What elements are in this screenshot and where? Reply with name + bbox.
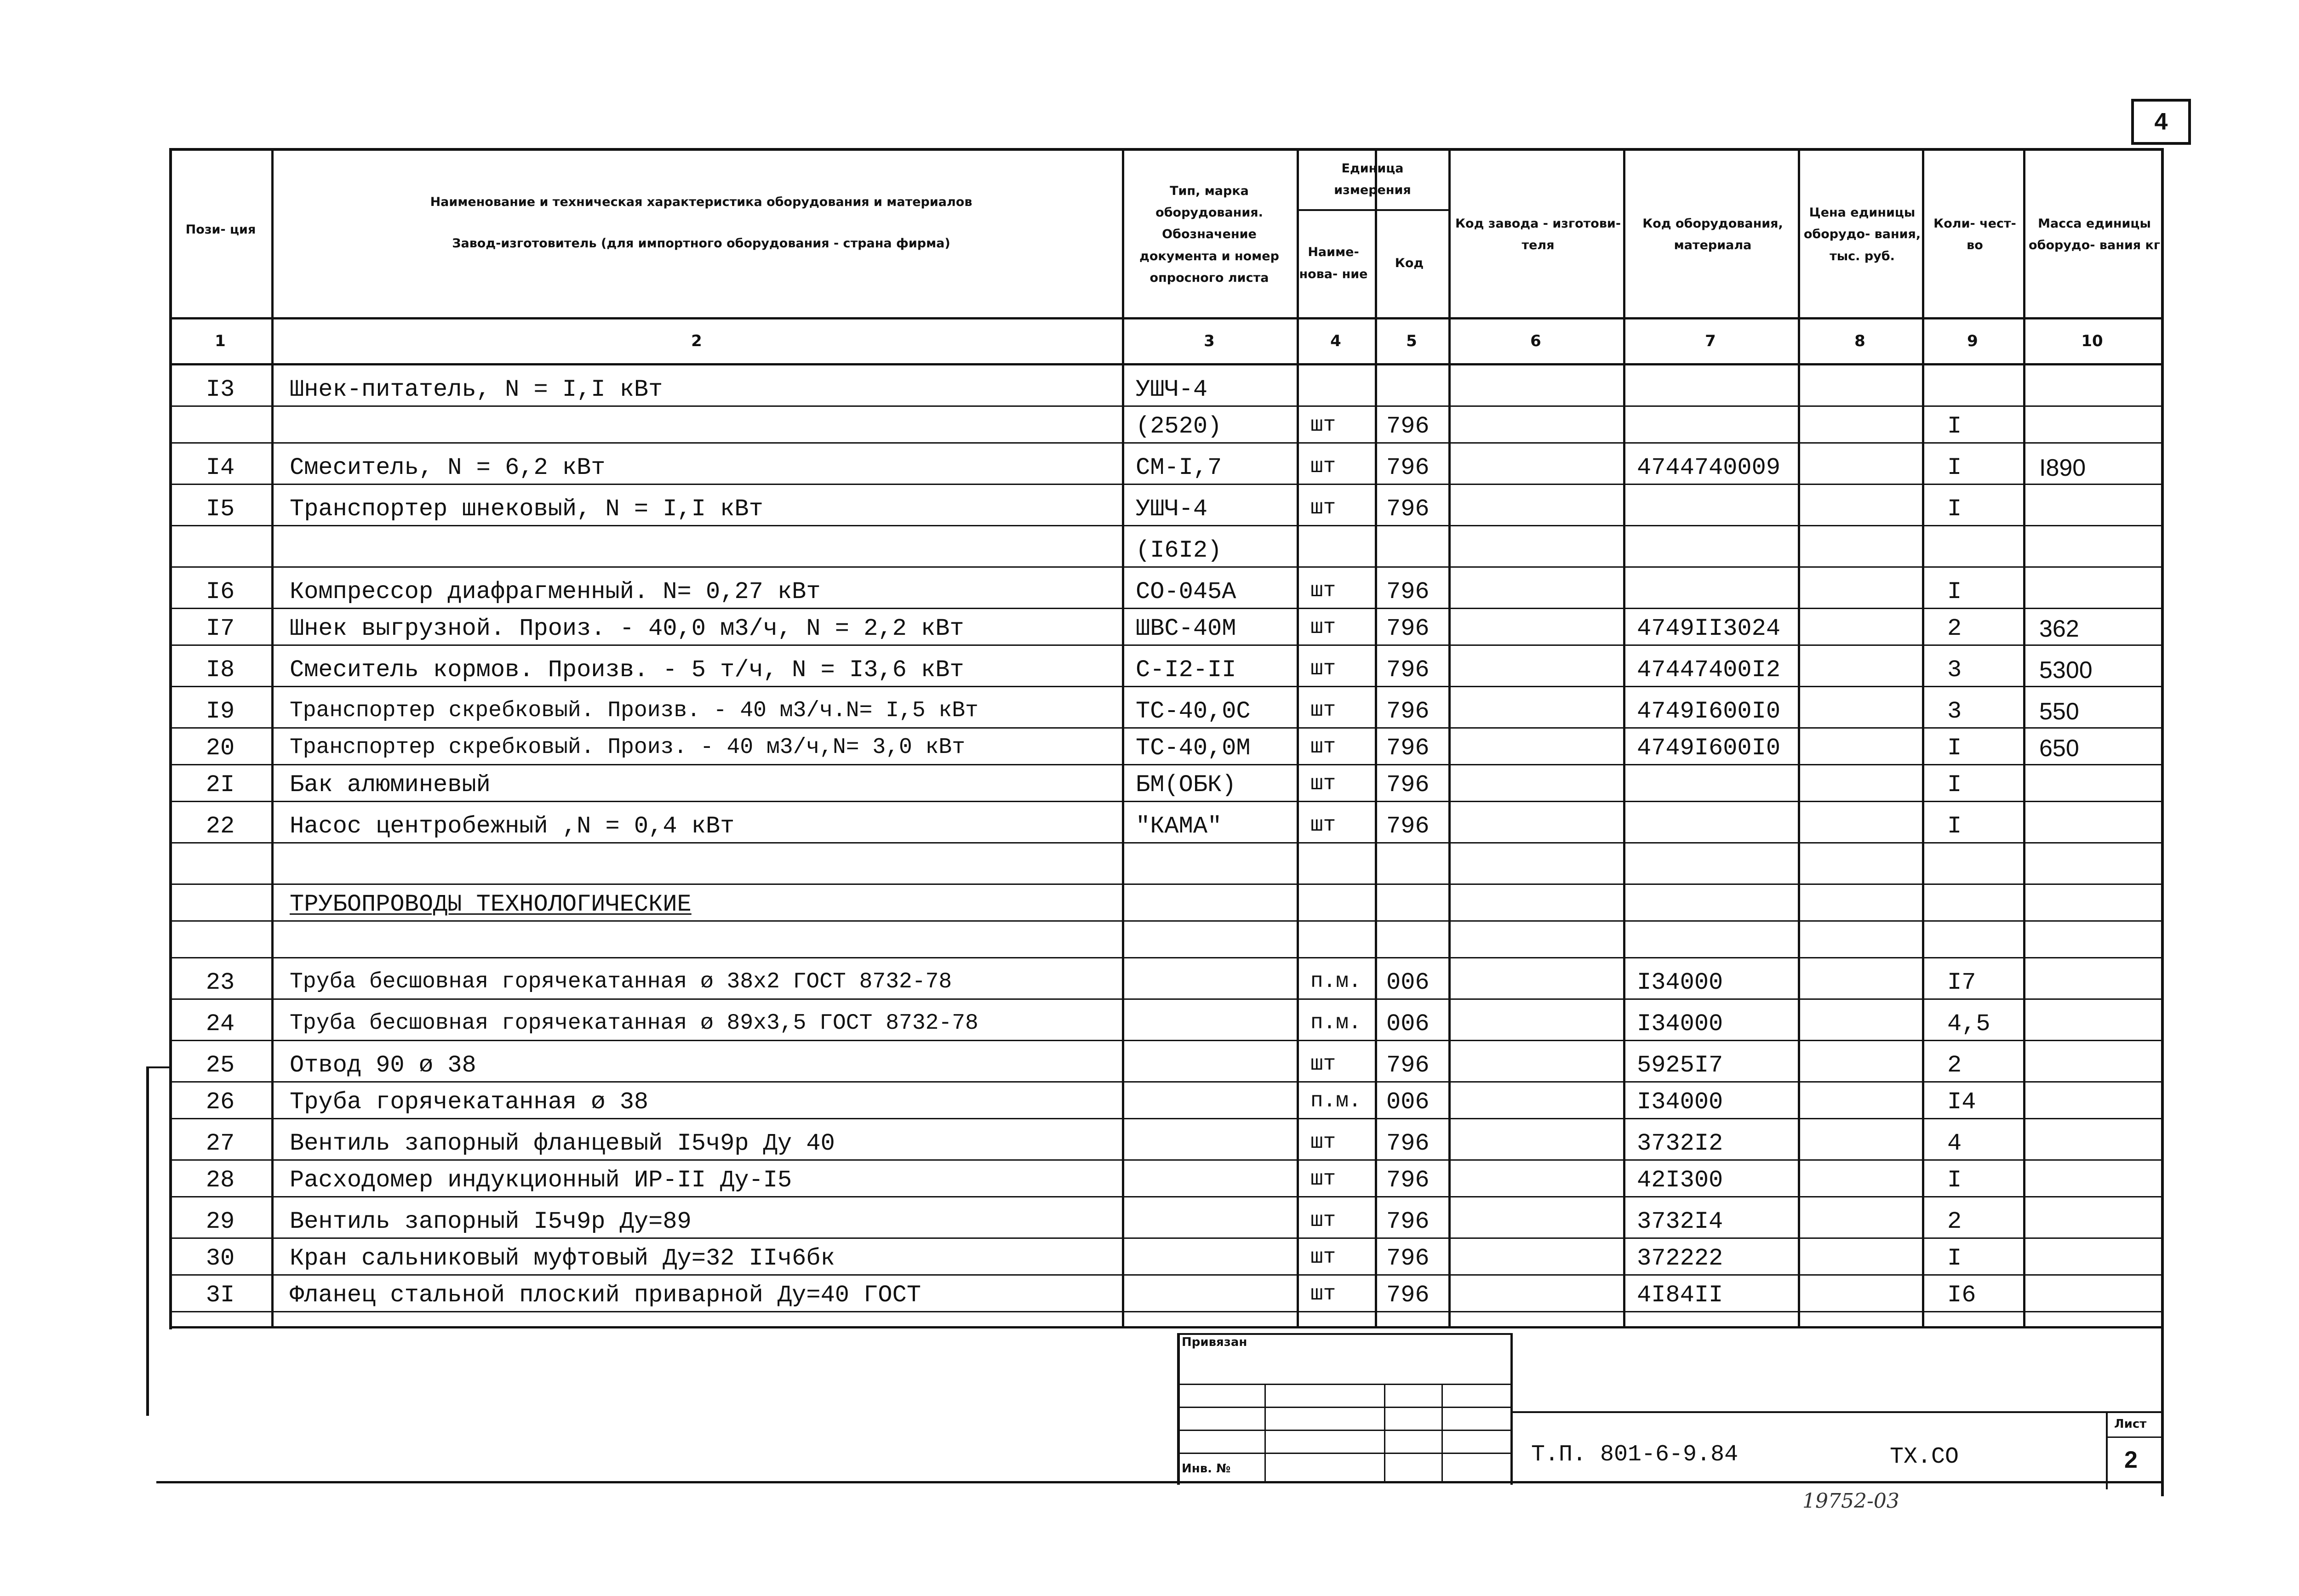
column-number: 3 [1204,332,1215,350]
row-name: Труба бесшовная горячекатанная ø 89х3,5 ГОСТ 8732-78 [290,1011,978,1036]
row-name: Отвод 90 ø 38 [290,1052,476,1079]
row-name: Труба бесшовная горячекатанная ø 38х2 ГОСТ 8732-78 [290,969,952,994]
row-quantity: I [1947,578,1962,605]
row-name: Вентиль запорный фланцевый I5ч9р Ду 40 [290,1130,835,1157]
doc-code: Т.П. 801-6-9.84 [1531,1442,1739,1468]
row-unit-code: 006 [1386,969,1430,996]
row-quantity: I [1947,496,1962,523]
row-type: (I6I2) [1136,537,1222,564]
header-equip-code: Код оборудования, материала [1642,216,1783,252]
row-equip-code: I34000 [1637,1010,1723,1037]
row-name: Смеситель, N = 6,2 кВт [290,454,606,481]
column-number: 8 [1854,332,1865,350]
row-unit: шт [1310,813,1336,837]
row-name: Насос центробежный ,N = 0,4 кВт [290,813,735,840]
row-quantity: I [1947,413,1962,440]
row-name: Транспортер скребковый. Произв. - 40 м3/ч.N= I,5 кВт [290,698,978,723]
column-divider [2023,148,2025,1327]
row-unit-code: 796 [1386,813,1430,840]
row-unit: шт [1310,413,1336,437]
row-unit-code: 796 [1386,1167,1430,1194]
sheet-label: Лист [2114,1417,2147,1431]
row-position: 29 [206,1208,235,1235]
row-position: I8 [206,656,235,684]
row-quantity: I [1947,771,1962,798]
row-unit-code: 796 [1386,578,1430,605]
header-qty: Коли- чест- во [1933,216,2016,252]
column-divider [1798,148,1800,1327]
row-type: "КАМА" [1136,813,1222,840]
row-unit-code: 796 [1386,698,1430,725]
header-type: Тип, марка оборудования. Обозначение документа и номер опросного листа [1139,183,1279,285]
row-equip-code: 47447400I2 [1637,656,1781,684]
row-equip-code: I34000 [1637,969,1723,996]
row-mass: 550 [2039,698,2079,725]
row-equip-code: 4749I600I0 [1637,735,1781,762]
row-quantity: I4 [1947,1089,1976,1116]
header-name-line2: Завод-изготовитель (для импортного оборудования - страна фирма) [452,236,950,251]
row-name: Бак алюминевый [290,771,491,798]
row-unit-code: 006 [1386,1089,1430,1116]
row-divider [169,957,2162,958]
row-position: 23 [206,969,235,996]
row-mass: I890 [2039,455,2086,481]
row-position: 28 [206,1167,235,1194]
header-plant-code: Код завода - изготови- теля [1455,216,1621,252]
header-unit-name: Наиме- нова- ние [1299,245,1368,281]
row-quantity: 2 [1947,1052,1962,1079]
row-unit: шт [1310,1167,1336,1191]
row-unit: шт [1310,616,1336,639]
row-quantity: I7 [1947,969,1976,996]
row-position: 27 [206,1130,235,1157]
row-position: I5 [206,496,235,523]
row-unit: шт [1310,1282,1336,1306]
column-divider [1448,148,1451,1327]
row-unit: шт [1310,698,1336,722]
doc-mark: ТХ.СО [1890,1444,1959,1470]
row-name: Смеситель кормов. Произв. - 5 т/ч, N = I3,6 кВт [290,656,964,684]
row-divider [169,1196,2162,1197]
row-position: 22 [206,813,235,840]
row-divider [169,920,2162,922]
row-unit: п.м. [1310,1089,1361,1113]
row-quantity: 3 [1947,656,1962,684]
column-divider [1922,148,1924,1327]
row-divider [169,842,2162,844]
row-mass: 362 [2039,616,2079,642]
row-unit: шт [1310,455,1336,479]
row-divider [169,566,2162,568]
row-type: СО-045А [1136,578,1236,605]
row-position: I4 [206,454,235,481]
row-mass: 5300 [2039,657,2093,684]
row-unit-code: 796 [1386,496,1430,523]
row-unit-code: 796 [1386,1130,1430,1157]
row-position: 3I [206,1282,235,1309]
column-number: 5 [1406,332,1417,350]
inv-no-label: Инв. № [1182,1462,1231,1476]
page-number: 4 [2154,108,2168,135]
sheet-number: 2 [2124,1447,2138,1473]
row-equip-code: 3732I2 [1637,1130,1723,1157]
row-unit-code: 796 [1386,1052,1430,1079]
row-unit: шт [1310,579,1336,603]
row-quantity: I [1947,735,1962,762]
row-unit: шт [1310,1130,1336,1154]
row-divider [169,998,2162,1000]
row-name: Шнек-питатель, N = I,I кВт [290,376,663,403]
row-position: 20 [206,735,235,762]
archive-number: 19752-03 [1802,1489,1899,1513]
row-equip-code: 4I84II [1637,1282,1723,1309]
row-unit-code: 796 [1386,1208,1430,1235]
header-unit: Единица измерения [1334,161,1411,197]
row-unit-code: 796 [1386,771,1430,798]
row-position: I6 [206,578,235,605]
column-divider [1297,148,1299,1327]
row-divider [169,1040,2162,1041]
row-position: I9 [206,698,235,725]
row-unit-code: 796 [1386,1245,1430,1272]
row-divider [169,801,2162,802]
column-number: 9 [1967,332,1978,350]
row-divider [169,1311,2162,1312]
row-divider [169,1274,2162,1276]
column-number: 1 [215,332,226,350]
row-unit-code: 796 [1386,1282,1430,1309]
row-type: ТС-40,0С [1136,698,1251,725]
row-divider [169,644,2162,646]
row-position: 2I [206,771,235,798]
row-divider [169,1237,2162,1239]
row-unit-code: 006 [1386,1010,1430,1037]
row-unit: шт [1310,657,1336,681]
row-name: Компрессор диафрагменный. N= 0,27 кВт [290,578,821,605]
row-divider [169,1118,2162,1119]
row-position: 24 [206,1010,235,1037]
row-unit: п.м. [1310,969,1361,993]
row-quantity: I [1947,1245,1962,1272]
row-position: 30 [206,1245,235,1272]
row-quantity: 3 [1947,698,1962,725]
row-type: БМ(ОБК) [1136,771,1236,798]
row-equip-code: 4749II3024 [1637,615,1781,642]
row-name: Шнек выгрузной. Произ. - 40,0 м3/ч, N = 2,2 кВт [290,615,964,642]
row-unit: шт [1310,496,1336,520]
row-equip-code: 4744740009 [1637,454,1781,481]
row-quantity: I [1947,1167,1962,1194]
row-type: ШВС-40М [1136,615,1236,642]
row-quantity: 2 [1947,1208,1962,1235]
row-unit-code: 796 [1386,735,1430,762]
row-position: I3 [206,376,235,403]
row-quantity: I6 [1947,1282,1976,1309]
row-position: I7 [206,615,235,642]
row-quantity: 2 [1947,615,1962,642]
row-type: УШЧ-4 [1136,376,1208,403]
row-position: 25 [206,1052,235,1079]
row-mass: 650 [2039,735,2079,762]
column-number: 6 [1530,332,1541,350]
row-equip-code: I34000 [1637,1089,1723,1116]
row-quantity: I [1947,813,1962,840]
row-divider [169,764,2162,765]
row-unit-code: 796 [1386,656,1430,684]
row-equip-code: 3732I4 [1637,1208,1723,1235]
row-divider [169,1159,2162,1161]
row-equip-code: 372222 [1637,1245,1723,1272]
column-number: 10 [2081,332,2103,350]
row-name: Труба горячекатанная ø 38 [290,1089,649,1116]
row-name: Транспортер скребковый. Произ. - 40 м3/ч,N= 3,0 кВт [290,735,966,760]
row-unit: п.м. [1310,1011,1361,1035]
row-unit-code: 796 [1386,615,1430,642]
row-divider [169,442,2162,444]
row-name: Фланец стальной плоский приварной Ду=40 ГОСТ [290,1282,921,1309]
row-name: Вентиль запорный I5ч9р Ду=89 [290,1208,692,1235]
column-divider [1122,148,1124,1327]
row-quantity: 4,5 [1947,1010,1990,1037]
column-number: 7 [1705,332,1716,350]
row-divider [169,608,2162,609]
row-divider [169,525,2162,526]
row-divider [169,686,2162,687]
row-name: Кран сальниковый муфтовый Ду=32 IIч6бк [290,1245,835,1272]
column-divider [1375,148,1377,1327]
row-unit: шт [1310,735,1336,759]
row-unit: шт [1310,1208,1336,1232]
column-number: 4 [1330,332,1341,350]
row-type: С-I2-II [1136,656,1236,684]
row-quantity: I [1947,454,1962,481]
row-unit-code: 796 [1386,454,1430,481]
row-divider [169,405,2162,407]
row-name: ТРУБОПРОВОДЫ ТЕХНОЛОГИЧЕСКИЕ [290,891,692,918]
row-type: СМ-I,7 [1136,454,1222,481]
row-name: Расходомер индукционный ИР-II Ду-I5 [290,1167,792,1194]
header-position: Пози- ция [185,222,256,237]
header-price: Цена единицы оборудо- вания, тыс. руб. [1803,205,1921,263]
row-unit-code: 796 [1386,413,1430,440]
row-unit: шт [1310,772,1336,796]
row-position: 26 [206,1089,235,1116]
row-type: УШЧ-4 [1136,496,1208,523]
row-equip-code: 5925I7 [1637,1052,1723,1079]
privyazan-label: Привязан [1182,1335,1247,1349]
column-divider [271,148,274,1327]
row-unit: шт [1310,1052,1336,1076]
row-equip-code: 42I300 [1637,1167,1723,1194]
row-equip-code: 4749I600I0 [1637,698,1781,725]
column-number: 2 [691,332,702,350]
row-quantity: 4 [1947,1130,1962,1157]
row-divider [169,1081,2162,1083]
column-divider [1623,148,1625,1327]
row-type: ТС-40,0М [1136,735,1251,762]
row-divider [169,727,2162,729]
row-type: (2520) [1136,413,1222,440]
row-name: Транспортер шнековый, N = I,I кВт [290,496,763,523]
header-unit-code: Код [1395,256,1424,270]
row-unit: шт [1310,1245,1336,1269]
row-divider [169,884,2162,885]
header-mass: Масса единицы оборудо- вания кг [2029,216,2160,252]
header-name-line1: Наименование и техническая характеристика оборудования и материалов [430,195,972,210]
row-divider [169,484,2162,485]
